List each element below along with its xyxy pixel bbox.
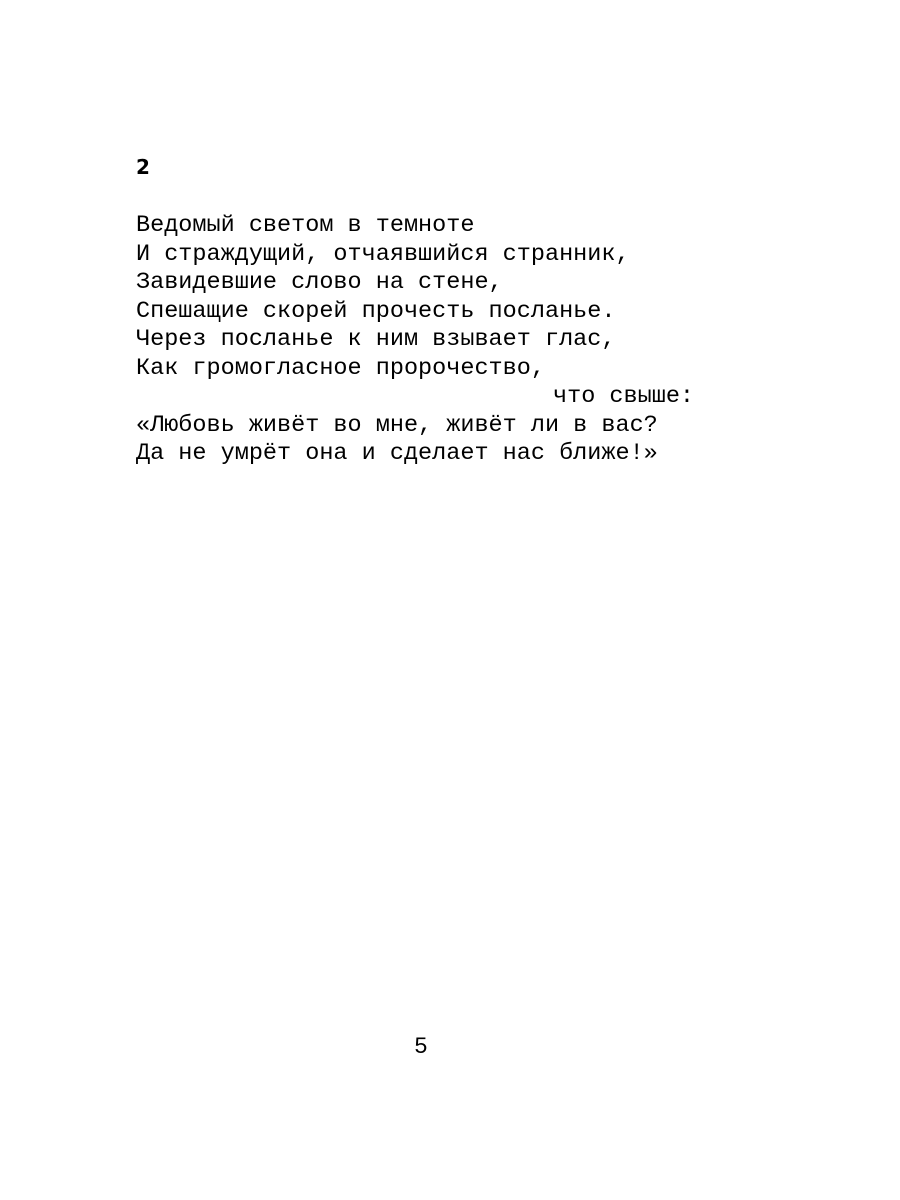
poem-line: Как громогласное пророчество, bbox=[136, 354, 545, 382]
poem-line: Да не умрёт она и сделает нас ближе!» bbox=[136, 440, 658, 467]
poem-line: И страждущий, отчаявшийся странник, bbox=[136, 240, 630, 268]
poem-text bbox=[136, 212, 736, 469]
poem-line: «Любовь живёт во мне, живёт ли в вас? bbox=[136, 411, 658, 439]
poem-line: Завидевшие слово на стене, bbox=[136, 269, 503, 296]
poem-line-indented: что свыше: bbox=[553, 383, 695, 410]
poem-line: Ведомый светом в темноте bbox=[136, 212, 475, 239]
poem-number: 2 bbox=[136, 155, 150, 179]
poem-line: Через посланье к ним взывает глас, bbox=[136, 326, 616, 353]
poem-line: Спешащие скорей прочесть посланье. bbox=[136, 297, 616, 325]
page-number: 5 bbox=[414, 1034, 428, 1060]
